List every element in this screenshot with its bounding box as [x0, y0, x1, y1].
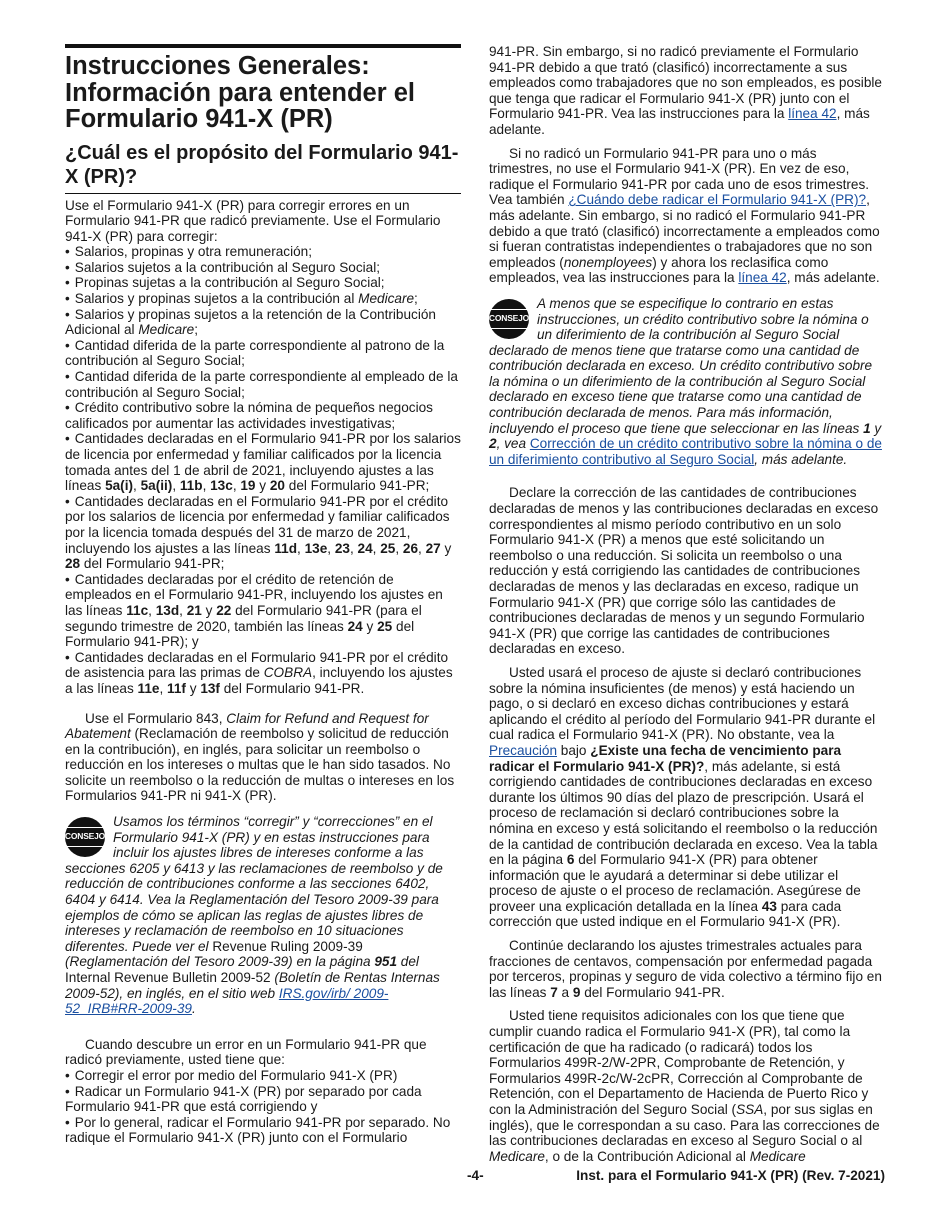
- consejo-icon-2: CONSEJO: [489, 299, 529, 339]
- list-item: • Cantidades declaradas en el Formulario 941-PR por los salarios de licencia por enfermedad y familiar calificados por la licencia tomada antes del 1 de abril de 2021, incluyendo ajustes a las líneas 5a(i), 5a(ii), 11b, 13c, 19 y 20 del Formulario 941-PR;: [65, 431, 461, 493]
- list-item: • Propinas sujetas a la contribución al Seguro Social;: [65, 275, 461, 291]
- list-item: • Radicar un Formulario 941-X (PR) por separado por cada Formulario 941-PR que está corrigiendo y: [65, 1084, 461, 1115]
- list-item: • Crédito contributivo sobre la nómina de pequeños negocios calificados por aumentar las actividades investigativas;: [65, 400, 461, 431]
- page-number: -4-: [467, 1168, 484, 1183]
- error-intro-paragraph: Cuando descubre un error en un Formulario 941-PR que radicó previamente, usted tiene que:: [65, 1036, 427, 1068]
- quarterly-adjustments-paragraph: Continúe declarando los ajustes trimestrales actuales para fracciones de centavos, compensación por enfermedad pagada por terceros, propinas y seguro de vida colectivo a término fijo en las líneas 7 a 9 del Formulario 941-PR.: [489, 938, 882, 1000]
- list-item: • Cantidades declaradas en el Formulario 941-PR por el crédito por los salarios de licencia por enfermedad y familiar calificados por la licencia tomada después del 31 de marzo de 2021, incluyendo los ajustes a las líneas 11d, 13e, 23, 24, 25, 26, 27 y 28 del Formulario 941-PR;: [65, 494, 461, 572]
- continuation-paragraph: 941-PR. Sin embargo, si no radicó previamente el Formulario 941-PR debido a que trató (clasificó) incorrectamente a sus empleados como trabajadores que no son empleados, es posible que tenga que radicar el Formulario 941-X (PR) junto con el Formulario 941-PR. Vea las instrucciones para la línea 42, más adelante.: [489, 44, 882, 137]
- page-title: Instrucciones Generales: Información para entender el Formulario 941-X (PR): [65, 52, 416, 133]
- list-item: • Por lo general, radicar el Formulario 941-PR por separado. No radique el Formulario 941-X (PR) junto con el Formulario: [65, 1115, 461, 1146]
- intro-paragraph: Use el Formulario 941-X (PR) para corregir errores en un Formulario 941-PR que radicó previamente. Use el Formulario 941-X (PR) para corregir:: [65, 197, 441, 244]
- tip-text: Usamos los términos “corregir” y “correcciones” en el Formulario 941-X (PR) y en estas instrucciones para incluir los ajustes libres de intereses conforme a las secciones 6205 y 6413 y las reclamaciones de reembolso y de reducción de contribuciones conforme a las secciones 6402, 6404 y 6414. Vea la Reglamentación del Tesoro 2009-39 para ejemplos de cómo se aplican las reglas de ajustes libres de intereses y reclamación de reembolso en 10 situaciones diferentes. Puede ver el Revenue Ruling 2009-39 (Reglamentación del Tesoro 2009-39) en la página 951 del Internal Revenue Bulletin 2009-52 (Boletín de Rentas Internas 2009-52), en inglés, en el sitio web IRS.gov/irb/ 2009-52_IRB#RR-2009-39.: [65, 814, 443, 1017]
- section-heading: ¿Cuál es el propósito del Formulario 941-X (PR)?: [65, 141, 461, 194]
- list-item: • Cantidades declaradas por el crédito de retención de empleados en el Formulario 941-PR, incluyendo los ajustes en las líneas 11c, 13d, 21 y 22 del Formulario 941-PR (para el segundo trimestre de 2020, también las líneas 24 y 25 del Formulario 941-PR); y: [65, 572, 461, 650]
- form-reference: Inst. para el Formulario 941-X (PR) (Rev. 7-2021): [576, 1168, 885, 1183]
- tip-box: [65, 814, 461, 1017]
- error-steps-list: [65, 1068, 461, 1146]
- left-column: [65, 44, 461, 1160]
- list-item: • Cantidad diferida de la parte correspondiente al patrono de la contribución al Seguro Social;: [65, 338, 461, 369]
- list-item: • Salarios y propinas sujetos a la contribución al Medicare;: [65, 291, 461, 307]
- adjustment-process-paragraph: Usted usará el proceso de ajuste si declaró contribuciones sobre la nómina insuficientes (de menos) y está haciendo un pago, o si declaró en exceso dichas contribuciones y estará aplicando el crédito al período del Formulario 941-PR durante el cual radica el Formulario 941-X (PR). No obstante, vea la Precaución bajo ¿Existe una fecha de vencimiento para radicar el Formulario 941-X (PR)?, más adelante, si está corrigiendo cantidades de contribuciones declaradas en exceso durante los últimos 90 días del plazo de prescripción. Usará el proceso de reclamación si declaró contribuciones sobre la nómina en exceso y está solicitando el reembolso o la reducción de la cantidad de contribución declarada en exceso. Vea la tabla en la página 6 del Formulario 941-X (PR) para obtener información que le ayudará a determinar si debe utilizar el proceso de ajuste o el proceso de reclamación. Asegúrese de proveer una explicación detallada en la línea 43 para cada corrección que usted indique en el Formulario 941-X (PR).: [489, 664, 878, 930]
- top-rule: [65, 44, 461, 48]
- list-item: • Cantidades declaradas en el Formulario 941-PR por el crédito de asistencia para las primas de COBRA, incluyendo los ajustes a las líneas 11e, 11f y 13f del Formulario 941-PR.: [65, 650, 461, 697]
- form-843-paragraph: Use el Formulario 843, Claim for Refund and Request for Abatement (Reclamación de reembolso y solicitud de reducción en la contribución), en inglés, para solicitar un reembolso o reducción en los intereses o multas que le han sido tasados. No solicite un reembolso o la reducción de multas o intereses en los Formularios 941-PR ni 941-X (PR).: [65, 710, 455, 804]
- tip-text-2: A menos que se especifique lo contrario en estas instrucciones, un crédito contributivo sobre la nómina o un diferimiento de la contribución al Seguro Social declarado de menos tiene que tratarse como una cantidad de contribución declarada en exceso. Un crédito contributivo sobre la nómina o un diferimiento de la contribución al Seguro Social declarado en exceso tiene que tratarse como una cantidad de contribución declarada de menos. Para más información, incluyendo el proceso que tiene que seleccionar en las líneas 1 y 2, vea Corrección de un crédito contributivo sobre la nómina o de un diferimiento contributivo al Seguro Social, más adelante.: [489, 295, 882, 467]
- report-corrections-paragraph: Declare la corrección de las cantidades de contribuciones declaradas de menos y las contribuciones declaradas en exceso correspondientes al mismo período contributivo en un solo Formulario 941-X (PR) a menos que esté solicitando un reembolso o una reducción. Si solicita un reembolso o una reducción y está corrigiendo las cantidades de contribuciones declaradas de menos y las declaradas en exceso, radique un Formulario 941-X (PR) que corrige sólo las cantidades de contribuciones declaradas de menos y un segundo Formulario 941-X (PR) que corrige las cantidades de contribuciones declaradas en exceso.: [489, 485, 879, 657]
- additional-requirements-paragraph: Usted tiene requisitos adicionales con los que tiene que cumplir cuando radica el Formulario 941-X (PR), tal como la certificación de que ha radicado (o radicará) todos los Formularios 499R-2/W-2PR, Comprobante de Retención, y Formularios 499R-2c/W-2cPR, Corrección al Comprobante de Retención, con el Departamento de Hacienda de Puerto Rico y con la Administración del Seguro Social (SSA, por sus siglas en inglés), que le correspondan a su caso. Para las correcciones de las contribuciones declaradas en exceso al Seguro Social o al Medicare, o de la Contribución Adicional al Medicare: [489, 1008, 880, 1164]
- right-column: [489, 44, 882, 1172]
- list-item: • Cantidad diferida de la parte correspondiente al empleado de la contribución al Seguro Social;: [65, 369, 461, 400]
- list-item: • Salarios, propinas y otra remuneración;: [65, 244, 461, 260]
- list-item: • Corregir el error por medio del Formulario 941-X (PR): [65, 1068, 461, 1084]
- consejo-icon: CONSEJO: [65, 817, 105, 857]
- list-item: • Salarios sujetos a la contribución al Seguro Social;: [65, 260, 461, 276]
- correction-list: [65, 244, 461, 696]
- tip-box-2: [489, 296, 882, 468]
- not-filed-paragraph: Si no radicó un Formulario 941-PR para uno o más trimestres, no use el Formulario 941-X (PR). En vez de eso, radique el Formulario 941-PR por cada uno de esos trimestres. Vea también ¿Cuándo debe radicar el Formulario 941-X (PR)?, más adelante. Sin embargo, si no radicó el Formulario 941-PR debido a que trató (clasificó) incorrectamente a empleados como si fueran contratistas independientes o trabajadores que no son empleados (nonemployees) y ahora los reclasifica como empleados, vea las instrucciones para la línea 42, más adelante.: [489, 145, 880, 286]
- list-item: • Salarios y propinas sujetos a la retención de la Contribución Adicional al Medicare;: [65, 307, 461, 338]
